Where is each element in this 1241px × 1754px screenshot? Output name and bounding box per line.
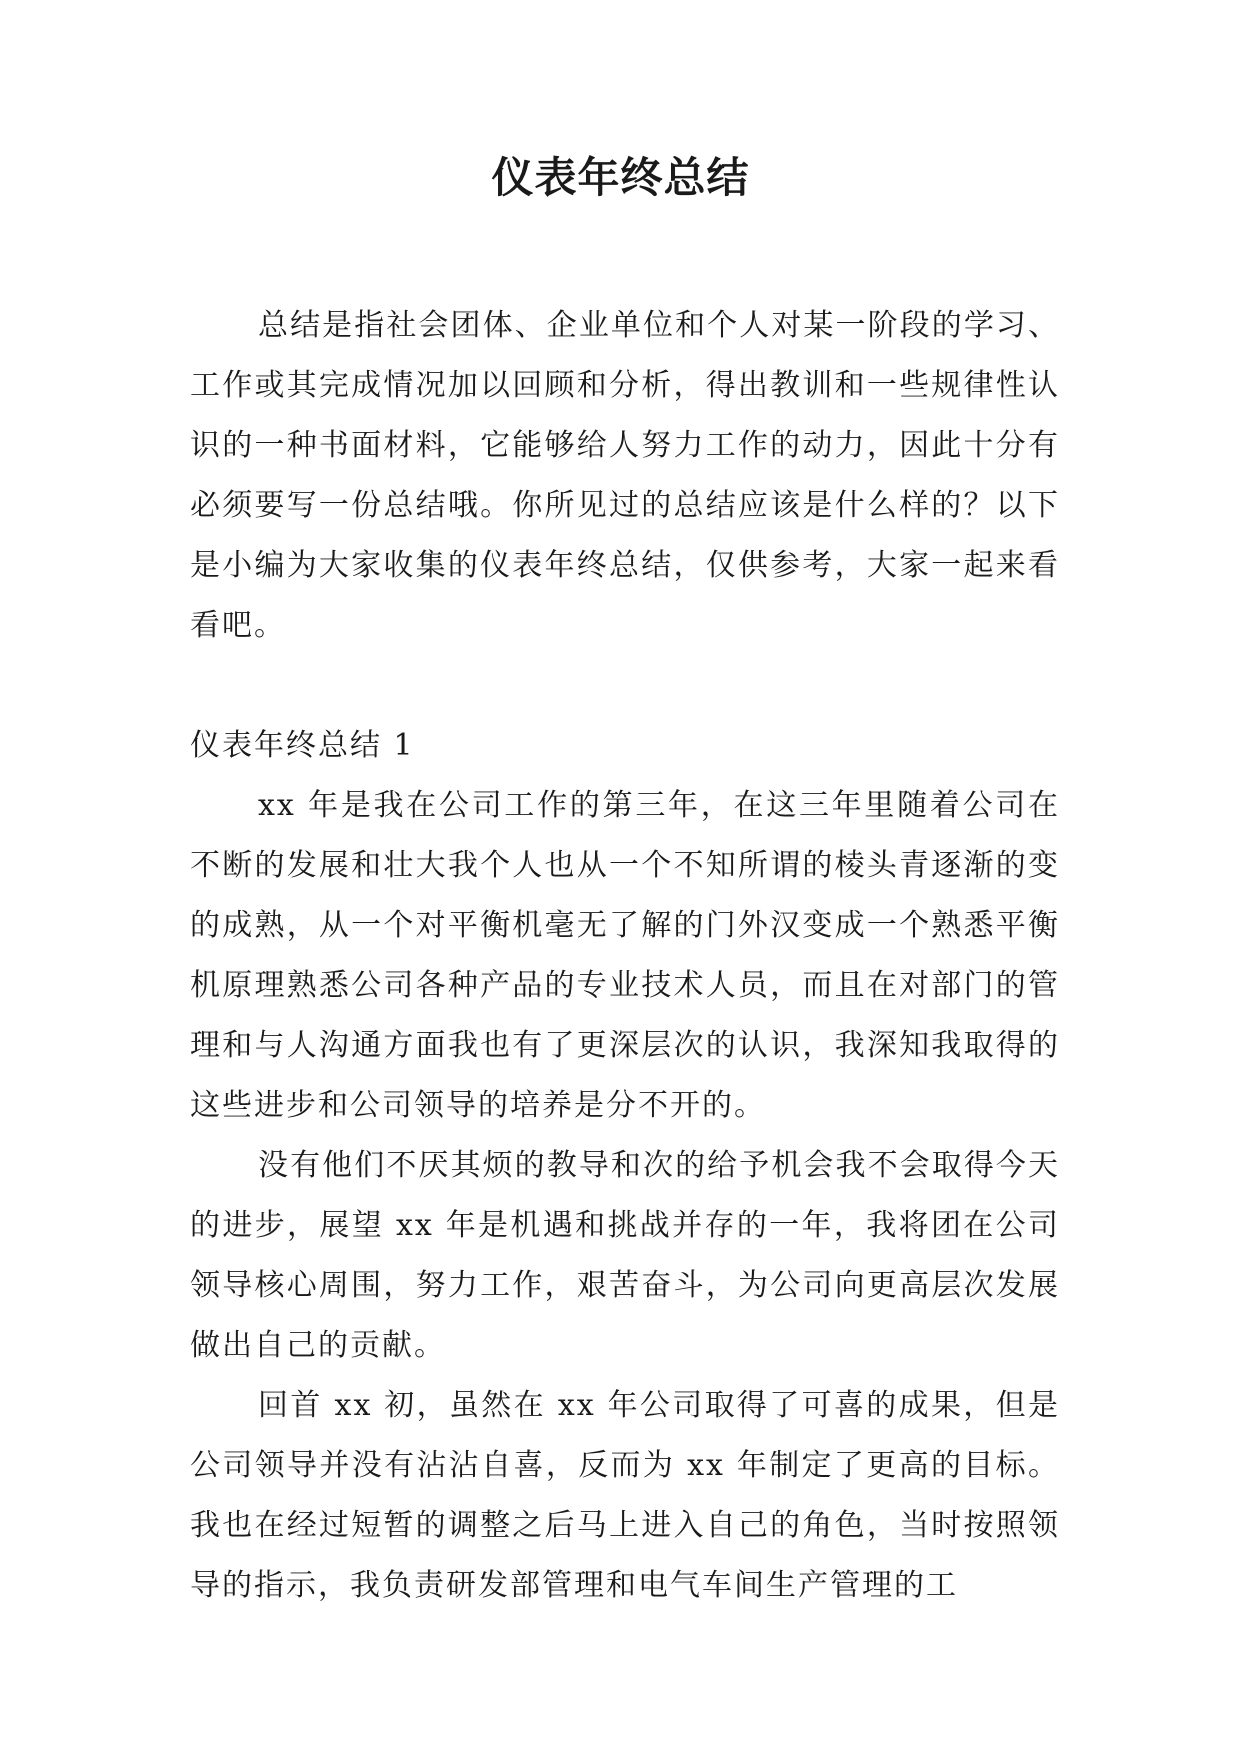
document-title: 仪表年终总结 bbox=[491, 153, 750, 202]
body-paragraph-3: 回首 xx 初，虽然在 xx 年公司取得了可喜的成果，但是公司领导并没有沾沾自喜，反而为 xx 年制定了更高的目标。我也在经过短暂的调整之后马上进入自己的角色，当时按照领导的指示，我负责研发部管理和电气车间生产管理的工 bbox=[190, 1388, 1060, 1603]
body-paragraph-2: 没有他们不厌其烦的教导和次的给予机会我不会取得今天的进步，展望 xx 年是机遇和挑战并存的一年，我将团在公司领导核心周围，努力工作，艰苦奋斗，为公司向更高层次发展做出自己的贡献。 bbox=[190, 1148, 1060, 1363]
section-heading: 仪表年终总结 1 bbox=[190, 728, 415, 763]
intro-paragraph: 总结是指社会团体、企业单位和个人对某一阶段的学习、工作或其完成情况加以回顾和分析，得出教训和一些规律性认识的一种书面材料，它能够给人努力工作的动力，因此十分有必须要写一份总结哦。你所见过的总结应该是什么样的？以下是小编为大家收集的仪表年终总结，仅供参考，大家一起来看看吧。 bbox=[190, 308, 1060, 643]
document-body bbox=[190, 296, 1060, 1616]
body-paragraph-1: xx 年是我在公司工作的第三年，在这三年里随着公司在不断的发展和壮大我个人也从一个不知所谓的棱头青逐渐的变的成熟，从一个对平衡机毫无了解的门外汉变成一个熟悉平衡机原理熟悉公司各种产品的专业技术人员，而且在对部门的管理和与人沟通方面我也有了更深层次的认识，我深知我取得的这些进步和公司领导的培养是分不开的。 bbox=[190, 788, 1060, 1123]
